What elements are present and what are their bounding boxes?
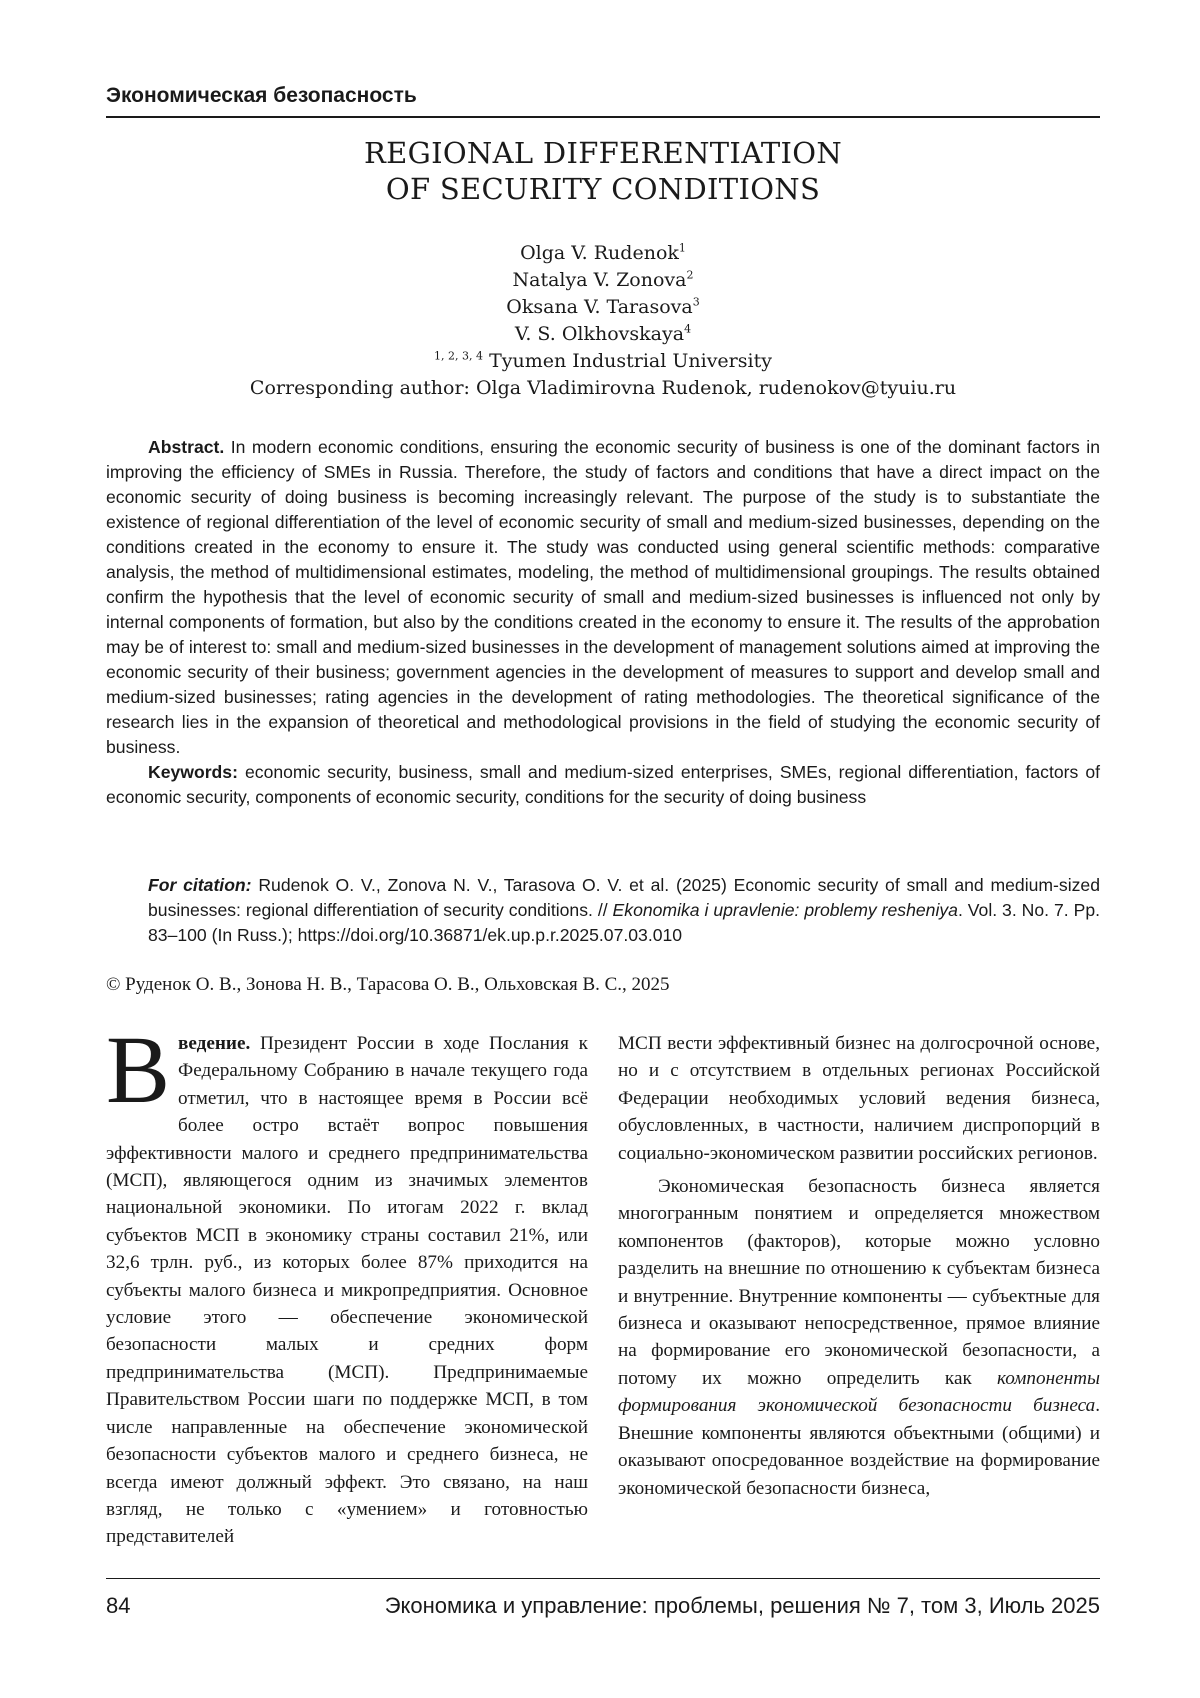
author-4: V. S. Olkhovskaya$^4$	[514, 322, 692, 345]
citation-journal: Ekonomika i upravlenie: problemy resheniya	[612, 900, 958, 920]
journal-footer: Экономика и управление: проблемы, решения № 7, том 3, Июль 2025	[384, 1593, 1100, 1618]
body-column-right	[618, 1030, 1100, 1502]
author-2: Natalya V. Zonova$^2$	[512, 268, 694, 291]
copyright-line: © Руденок О. В., Зонова Н. В., Тарасова О. В., Ольховская В. С., 2025	[106, 974, 670, 995]
section-header: Экономическая безопасность	[106, 84, 1100, 118]
corresponding-author: Corresponding author: Olga Vladimirovna Rudenok, rudenokov@tyuiu.ru	[249, 377, 957, 399]
right-paragraph-2: Экономическая безопасность бизнеса является многогранным понятием и определяется множеством компонентов (факторов), которые можно условно разделить на внешние по отношению к субъектам бизнеса и внутренние. Внутренние компоненты — субъектные для бизнеса и оказывают непосредственное, прямое влияние на формирование его экономической безопасности, а потому их можно определить как компоненты формирования экономической безопасности бизнеса. Внешние компоненты являются объектными (общими) и оказывают опосредованное воздействие на формирование экономической безопасности бизнеса,	[618, 1176, 1100, 1499]
affiliation: $^{1, 2, 3, 4}$ Tyumen Industrial University	[434, 349, 772, 372]
keywords-paragraph	[106, 760, 1100, 810]
article-title	[106, 136, 1100, 207]
abstract-section	[106, 435, 1100, 810]
author-block	[106, 240, 1100, 402]
italic-term: компоненты формирования экономической безопасности бизнеса	[618, 1367, 1100, 1417]
citation-label: For citation:	[148, 875, 252, 895]
body-column-left	[106, 1016, 588, 1551]
keywords-label: Keywords:	[148, 762, 238, 782]
abstract-text: In modern economic conditions, ensuring the economic security of business is one of the dominant factors in improving the efficiency of SMEs in Russia. Therefore, the study of factors and conditions that have a direct impact on the economic security of doing business is becoming increasingly relevant. The purpose of the study is to substantiate the existence of regional differentiation of the level of economic security of small and medium-sized businesses, depending on the conditions created in the economy to ensure it. The study was conducted using general scientific methods: comparative analysis, the method of multidimensional estimates, modeling, the method of multidimensional groupings. The results obtained confirm the hypothesis that the level of economic security of small and medium-sized businesses is influenced not only by internal components of formation, but also by the conditions created in the economy to ensure it. The results of the approbation may be of interest to: small and medium-sized businesses in the development of management solutions aimed at improving the economic security of their business; government agencies in the development of measures to support and develop small and medium-sized businesses; rating agencies in the development of rating methodologies. The theoretical significance of the research lies in the expansion of theoretical and methodological provisions in the field of studying the economic security of business.	[106, 437, 1100, 757]
drop-cap: В	[106, 1016, 171, 1123]
keywords-text: economic security, business, small and medium-sized enterprises, SMEs, regional differentiation, factors of economic security, components of economic security, conditions for the security of doing business	[106, 762, 1100, 807]
title-line-1: REGIONAL DIFFERENTIATION	[364, 136, 842, 170]
citation-text-1: Rudenok O. V., Zonova N. V., Tarasova O. V. et al. (2025) Economic security of small and medium-sized businesses: regional differentiation of security conditions. //	[148, 875, 1100, 920]
author-3: Oksana V. Tarasova$^3$	[506, 295, 700, 318]
intro-text: Президент России в ходе Послания к Федеральному Собранию в начале текущего года отметил, что в настоящее время в России всё более остро встаёт вопрос повышения эффективности малого и среднего предпринимательства (МСП), являющегося одним из значимых элементов национальной экономики. По итогам 2022 г. вклад субъектов МСП в экономику страны составил 21%, или 32,6 трлн. руб., из которых более 87% приходится на субъекты малого бизнеса и микропредприятия. Основное условие этого — обеспечение экономической безопасности малых и средних форм предпринимательства (МСП). Предпринимаемые Правительством России шаги по поддержке МСП, в том числе направленные на обеспечение экономической безопасности субъектов малого и среднего бизнеса, не всегда имеют должный эффект. Это связано, на наш взгляд, не только с «умением» и готовностью представителей	[106, 1033, 588, 1548]
page-number: 84	[106, 1593, 131, 1618]
author-1: Olga V. Rudenok$^1$	[520, 241, 686, 264]
intro-paragraph	[106, 1016, 588, 1551]
right-paragraph-1: МСП вести эффективный бизнес на долгосрочной основе, но и с отсутствием в отдельных регионах Российской Федерации необходимых условий ведения бизнеса, обусловленных, в частности, наличием диспропорций в социально-экономическом развитии российских регионов.	[618, 1033, 1100, 1164]
abstract-label: Abstract.	[148, 437, 225, 457]
citation-block	[148, 873, 1100, 948]
title-line-2: OF SECURITY CONDITIONS	[385, 171, 821, 206]
intro-heading: ведение.	[178, 1033, 251, 1054]
abstract-paragraph	[106, 435, 1100, 760]
footer-divider	[106, 1578, 1100, 1579]
citation-text-2: . Vol. 3. No. 7. Pp. 83–100 (In Russ.); https://doi.org/10.36871/ek.up.p.r.2025.07.03.010	[148, 900, 1100, 945]
